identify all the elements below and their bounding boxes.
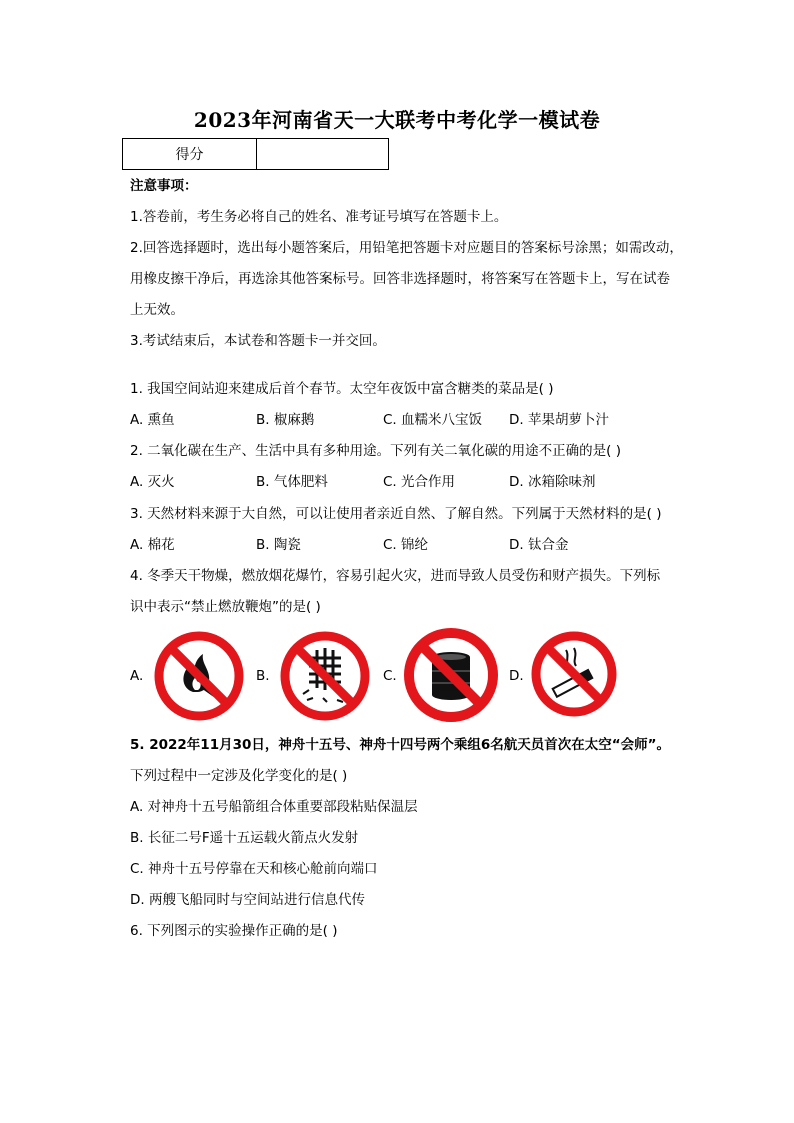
question-3-option-d[interactable]: D. 钛合金 [509,537,569,553]
notice-item: 3.考试结束后，本试卷和答题卡一并交回。 [130,333,386,349]
no-firecracker-sign-icon[interactable] [279,630,371,722]
question-5-stem-cont: 下列过程中一定涉及化学变化的是( ) [130,768,348,784]
question-5-option-b[interactable]: B. 长征二号F遥十五运载火箭点火发射 [130,830,359,846]
question-1-option-d[interactable]: D. 苹果胡萝卜汁 [509,412,609,428]
notice-item: 用橡皮擦干净后，再选涂其他答案标号。回答非选择题时，将答案写在答题卡上，写在试卷 [130,271,670,287]
question-2-option-d[interactable]: D. 冰箱除味剂 [509,474,596,490]
question-3-option-a[interactable]: A. 棉花 [130,537,175,553]
question-3-option-b[interactable]: B. 陶瓷 [256,537,301,553]
score-table [122,138,389,170]
score-label: 得分 [123,139,257,170]
question-2-option-a[interactable]: A. 灭火 [130,474,175,490]
notice-item: 2.回答选择题时，选出每小题答案后，用铅笔把答题卡对应题目的答案标号涂黑；如需改动， [130,240,683,256]
question-5-stem: 5. 2022年11月30日，神舟十五号、神舟十四号两个乘组6名航天员首次在太空“会师”。 [130,737,671,753]
question-2-option-b[interactable]: B. 气体肥料 [256,474,328,490]
question-1-option-a[interactable]: A. 熏鱼 [130,412,175,428]
no-smoking-sign-icon[interactable] [530,630,618,718]
question-5-option-a[interactable]: A. 对神舟十五号船箭组合体重要部段粘贴保温层 [130,799,418,815]
question-6-stem: 6. 下列图示的实验操作正确的是( ) [130,923,338,939]
notice-heading: 注意事项： [130,178,198,194]
question-3-option-c[interactable]: C. 锦纶 [383,537,429,553]
no-flammable-barrel-sign-icon[interactable] [403,627,499,723]
question-4-stem: 4. 冬季天干物燥，燃放烟花爆竹，容易引起火灾，进而导致人员受伤和财产损失。下列标 [130,568,661,584]
question-4-option-c-label[interactable]: C. [383,668,397,684]
question-2-option-c[interactable]: C. 光合作用 [383,474,456,490]
question-4-stem-cont: 识中表示“禁止燃放鞭炮”的是( ) [130,599,321,615]
notice-item: 1.答卷前，考生务必将自己的姓名、准考证号填写在答题卡上。 [130,209,508,225]
question-4-option-b-label[interactable]: B. [256,668,270,684]
question-3-stem: 3. 天然材料来源于大自然，可以让使用者亲近自然、了解自然。下列属于天然材料的是( ) [130,506,662,522]
question-4-option-a-label[interactable]: A. [130,668,144,684]
question-1-option-c[interactable]: C. 血糯米八宝饭 [383,412,483,428]
question-2-stem: 2. 二氧化碳在生产、生活中具有多种用途。下列有关二氧化碳的用途不正确的是( ) [130,443,621,459]
no-fire-sign-icon[interactable] [153,630,245,722]
question-1-option-b[interactable]: B. 椒麻鹅 [256,412,315,428]
score-value[interactable] [257,139,389,170]
question-1-stem: 1. 我国空间站迎来建成后首个春节。太空年夜饭中富含糖类的菜品是( ) [130,381,554,397]
notice-item: 上无效。 [130,302,184,318]
question-5-option-c[interactable]: C. 神舟十五号停靠在天和核心舱前向端口 [130,861,378,877]
question-4-option-d-label[interactable]: D. [509,668,524,684]
question-5-option-d[interactable]: D. 两艘飞船同时与空间站进行信息代传 [130,892,365,908]
page-title: 2023年河南省天一大联考中考化学一模试卷 [193,108,601,132]
